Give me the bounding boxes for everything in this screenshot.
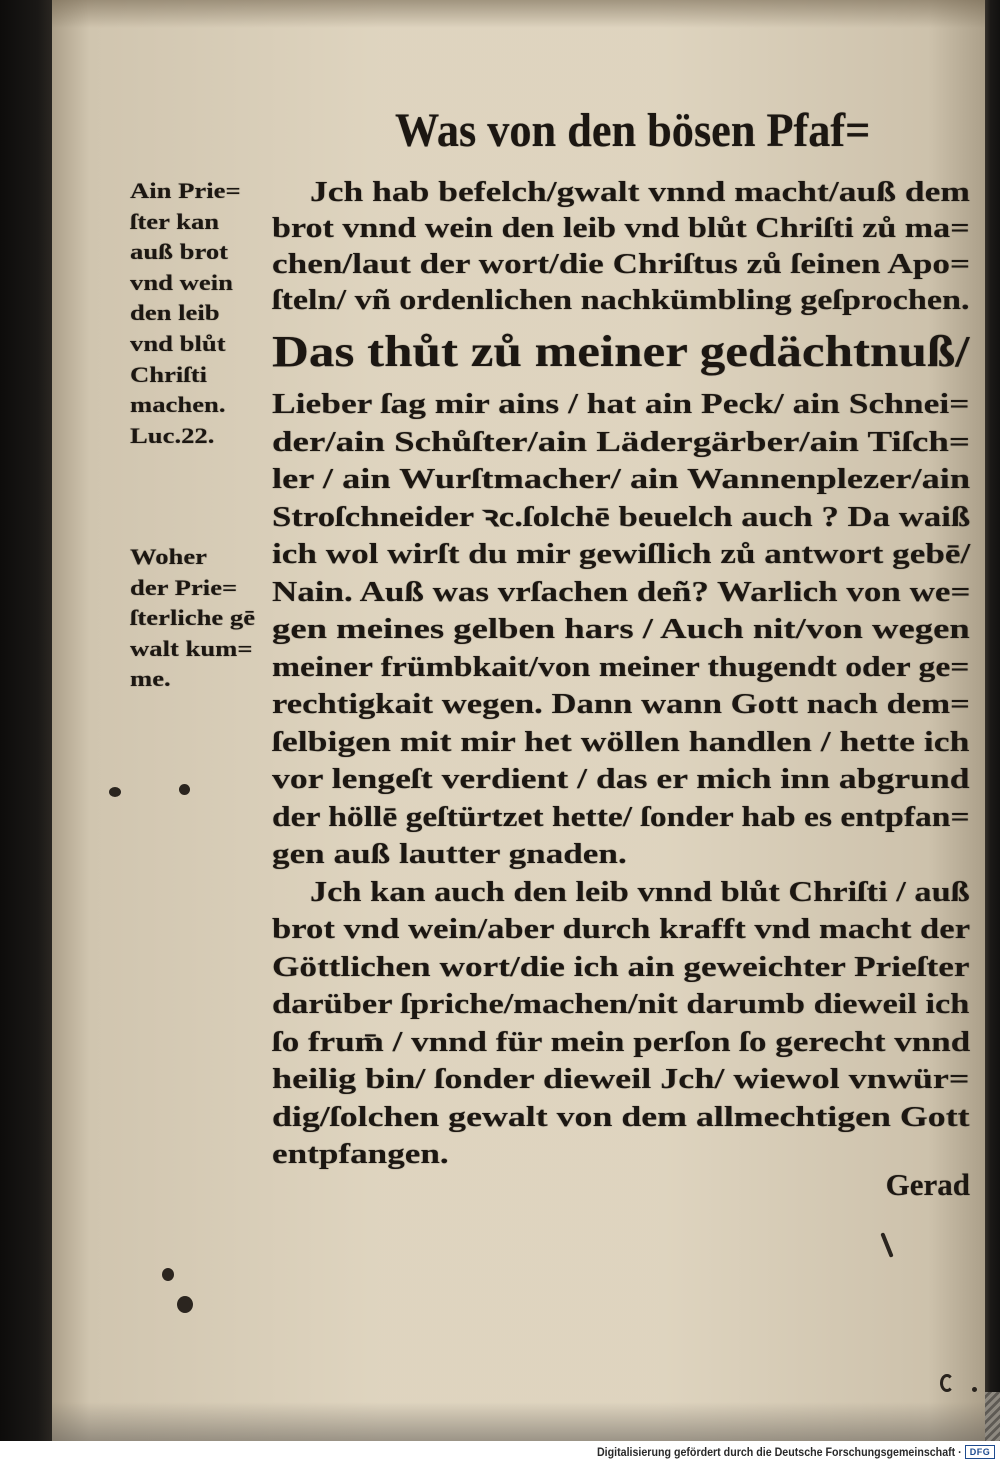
text-line: Stroſchneider ꝛc.ſolchē beuelch auch ? Da waiß bbox=[272, 500, 971, 533]
marginal-note-line: vnd blůt bbox=[130, 330, 226, 356]
text-line: ler / ain Wurſtmacher/ ain Wannenplezer/ain bbox=[272, 463, 971, 495]
text-line: Jch hab befelch/gwalt vnnd macht/auß dem bbox=[310, 176, 970, 208]
ink-speck bbox=[162, 1268, 174, 1281]
marginal-note-1 bbox=[130, 176, 270, 451]
text-line: dig/ſolchen gewalt von dem allmechtigen Gott bbox=[272, 1100, 970, 1133]
text-line: heilig bin/ ſonder dieweil Jch/ wiewol vnwür= bbox=[272, 1063, 970, 1095]
text-line: der/ain Schůſter/ain Lädergärber/ain Tiſch= bbox=[272, 425, 970, 458]
scan-background-corner bbox=[984, 1392, 1000, 1441]
marginal-note-line: der Prie= bbox=[130, 574, 238, 600]
text-line: entpfangen. bbox=[272, 1138, 449, 1170]
text-line: Göttlichen wort/die ich ain geweichter Prieſter bbox=[272, 950, 970, 983]
marginal-note-line: Woher bbox=[130, 544, 208, 569]
catchword: Gerad bbox=[885, 1166, 970, 1202]
text-line: meiner frümbkait/von meiner thugendt oder ge= bbox=[272, 650, 970, 683]
scan-background-left bbox=[0, 0, 54, 1441]
page-top-shadow bbox=[52, 0, 985, 28]
paragraph-2 bbox=[272, 386, 970, 874]
text-line: der höllē geſtürtzet hette/ ſonder hab es entpfan= bbox=[272, 800, 970, 833]
running-head: Was von den bösen Pfaf= bbox=[395, 104, 871, 157]
text-line: Lieber ſag mir ains / hat ain Peck/ ain Schnei= bbox=[272, 388, 970, 420]
ink-speck bbox=[972, 1387, 977, 1392]
marginal-note-line: me. bbox=[130, 666, 171, 692]
text-line: darüber ſpriche/machen/nit darumb dieweil ich bbox=[272, 988, 970, 1020]
text-line: Jch kan auch den leib vnnd blůt Chriſti / auß bbox=[310, 875, 970, 908]
text-line: rechtigkait wegen. Dann wann Gott nach dem= bbox=[272, 688, 970, 720]
ink-speck bbox=[880, 1232, 893, 1258]
marginal-note-line: Ain Prie= bbox=[130, 178, 241, 203]
text-line: brot vnnd wein den leib vnd blůt Chriſti zů ma= bbox=[272, 212, 970, 244]
text-line: gen auß lautter gnaden. bbox=[272, 838, 627, 870]
text-line: gen meines gelben hars / Auch nit/von wegen bbox=[272, 613, 970, 645]
marginal-note-line: ſterliche gē bbox=[130, 605, 256, 631]
marginal-note-line: vnd wein bbox=[130, 269, 233, 295]
ink-speck bbox=[940, 1374, 954, 1392]
marginal-note-line: Luc.22. bbox=[130, 422, 215, 448]
paragraph-1 bbox=[272, 174, 970, 318]
funding-credit: Digitalisierung gefördert durch die Deutsche Forschungsgemeinschaft · bbox=[597, 1445, 962, 1459]
text-line: ſo frum̄ / vnnd für mein perſon ſo gerecht vnnd bbox=[272, 1025, 971, 1058]
ink-speck bbox=[179, 784, 190, 795]
text-line: brot vnd wein/aber durch krafft vnd macht der bbox=[272, 913, 971, 945]
scan-background-right bbox=[984, 0, 1000, 1441]
digitization-footer bbox=[0, 1441, 1000, 1463]
ink-speck bbox=[177, 1296, 193, 1313]
text-line: ſteln/ vñ ordenlichen nachkümbling geſprochen. bbox=[272, 284, 970, 316]
marginal-note-line: walt kum= bbox=[130, 635, 253, 661]
dfg-logo: DFG bbox=[965, 1445, 995, 1459]
marginal-note-line: auß brot bbox=[130, 239, 229, 265]
marginal-note-2 bbox=[130, 542, 270, 695]
body-text bbox=[272, 174, 970, 1200]
text-line: chen/laut der wort/die Chriſtus zů ſeinen Apo= bbox=[272, 248, 971, 280]
marginal-note-line: den leib bbox=[130, 300, 220, 326]
text-line: ich wol wirſt du mir gewiſlich zů antwort gebē/ bbox=[272, 538, 971, 570]
text-line: vor lengeſt verdient / das er mich inn abgrund bbox=[272, 763, 970, 795]
ink-speck bbox=[109, 787, 121, 797]
marginal-note-line: machen. bbox=[130, 392, 226, 418]
scripture-quotation: Das thůt zů meiner gedächtnuß/ bbox=[272, 327, 970, 376]
text-line: Nain. Auß was vrſachen deñ? Warlich von we= bbox=[272, 575, 971, 608]
text-line: ſelbigen mit mir het wöllen handlen / hette ich bbox=[272, 725, 970, 758]
marginal-note-line: Chriſti bbox=[130, 361, 208, 387]
marginal-note-line: ſter kan bbox=[130, 208, 220, 234]
paragraph-3 bbox=[272, 874, 970, 1174]
book-page bbox=[52, 0, 985, 1441]
page-bottom-shadow bbox=[52, 1402, 985, 1441]
